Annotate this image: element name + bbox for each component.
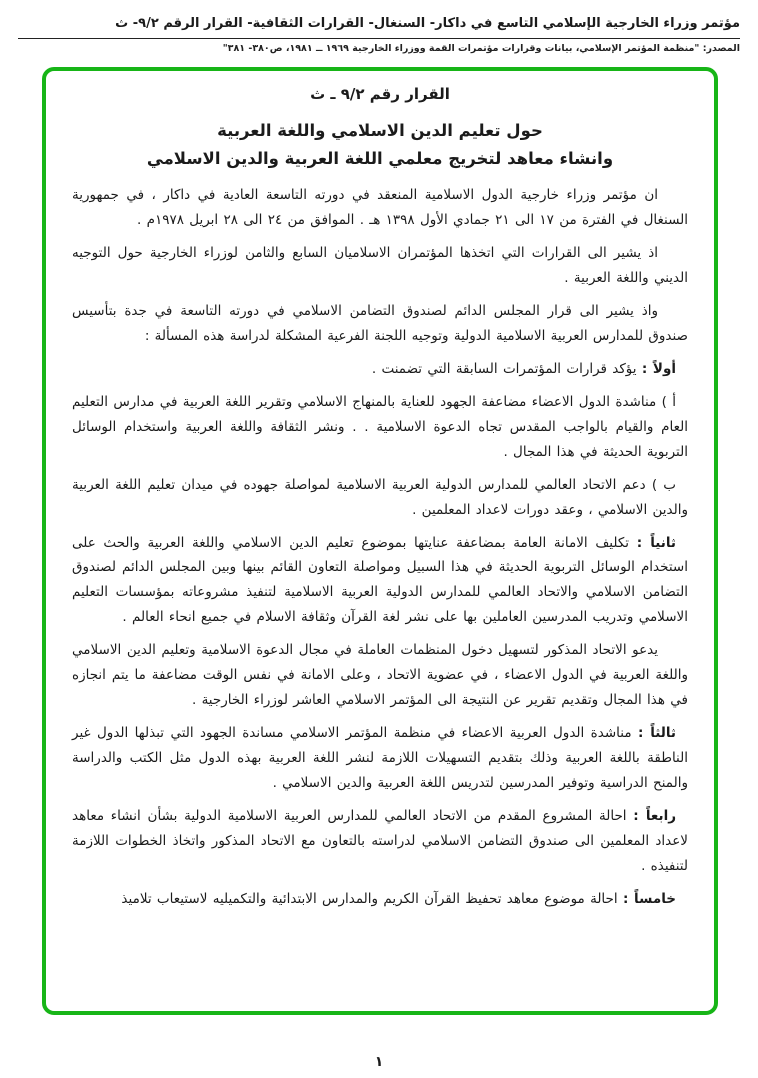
paragraph-preamble-2 bbox=[72, 241, 688, 291]
paragraph-text: ان مؤتمر وزراء خارجية الدول الاسلامية المنعقد في دورته التاسعة العادية في داكار ، في جمهورية السنغال في الفترة من ١٧ الى ٢١ جمادي الأول ١٣٩٨ هـ . الموافق من ٢٤ الى ٢٨ ابريل ١٩٧٨م . bbox=[72, 186, 688, 228]
paragraph-label: أولاً : bbox=[641, 360, 676, 377]
paragraph-text: تكليف الامانة العامة بمضاعفة عنايتها بموضوع تعليم الدين الاسلامي واللغة العربية والحث على استخدام الوسائل التربوية الحديثة في هذا السبيل ومواصلة التعاون القائم بينها وبين المجلس الدائم لصندوق التضامن الاسلامي والاتحاد العالمي للمدارس الدولية العربية الاسلامية لتنفيذ مشروعاته بمؤسسات التعليم الاسلامي وتدريب المدرسين العاملين بها على نشر لغة القرآن وثقافة الاسلام في جميع انحاء العالم . bbox=[72, 534, 688, 626]
page-number: ١ bbox=[374, 1054, 384, 1070]
paragraph-second-clause bbox=[72, 531, 688, 631]
resolution-box bbox=[42, 67, 718, 1015]
resolution-title-line2: وانشاء معاهد لتخريج معلمي اللغة العربية والدين الاسلامي bbox=[146, 148, 614, 168]
paragraph-label: خامساً : bbox=[622, 891, 676, 908]
paragraph-text: دعم الاتحاد العالمي للمدارس الدولية العربية الاسلامية لمواصلة جهوده في ميدان تعليم اللغة العربية والدين الاسلامي ، وعقد دورات لاعداد المعلمين . bbox=[72, 476, 688, 518]
paragraph-second-clause-cont bbox=[72, 638, 688, 713]
paragraph-fourth-clause bbox=[72, 804, 688, 879]
paragraph-item-a bbox=[72, 390, 688, 465]
paragraph-text: اذ يشير الى القرارات التي اتخذها المؤتمران الاسلاميان السابع والثامن لوزراء الخارجية حول التوجيه الديني واللغة العربية . bbox=[72, 244, 688, 286]
list-marker-b: ب ) bbox=[651, 476, 676, 493]
paragraph-text: احالة المشروع المقدم من الاتحاد العالمي للمدارس العربية الاسلامية الدولية بشأن انشاء معاهد لاعداد المعلمين الى صندوق التضامن الاسلامي لدراسته بالتعاون مع الاتحاد المذكور واتخاذ الخطوات اللازمة لتنفيذه . bbox=[72, 808, 688, 875]
paragraph-text: يؤكد قرارات المؤتمرات السابقة التي تضمنت . bbox=[371, 360, 637, 377]
document-header bbox=[0, 0, 758, 55]
paragraph-label: ثالثاً : bbox=[637, 725, 676, 742]
paragraph-third-clause bbox=[72, 721, 688, 796]
paragraph-label: رابعاً : bbox=[633, 808, 676, 825]
paragraph-label: ثانياً : bbox=[636, 534, 676, 551]
paragraph-fifth-clause bbox=[72, 887, 688, 912]
paragraph-item-b bbox=[72, 473, 688, 523]
paragraph-preamble-1 bbox=[72, 183, 688, 233]
resolution-title-line1: حول تعليم الدين الاسلامي واللغة العربية bbox=[217, 120, 543, 140]
paragraph-text: احالة موضوع معاهد تحفيظ القرآن الكريم والمدارس الابتدائية والتكميليه لاستيعاب تلاميذ bbox=[121, 891, 618, 908]
paragraph-first-clause bbox=[72, 357, 688, 382]
paragraph-preamble-3 bbox=[72, 299, 688, 349]
paragraph-text: مناشدة الدول العربية الاعضاء في منظمة المؤتمر الاسلامي مساندة الجهود التي تبذلها الدول غير الناطقة باللغة العربية وذلك بتقديم التسهيلات اللازمة لنشر اللغة العربية بهذه الدول مثل الكتب والدراسة والمنح الدراسية وتوفير المدرسين لتدريس اللغة العربية والدين الاسلامي . bbox=[72, 725, 688, 792]
header-source: المصدر: "منظمة المؤتمر الإسلامي، بيانات وقرارات مؤتمرات القمة ووزراء الخارجية ١٩٦٩ ــ ١٩٨١، ص٣٨٠- ٣٨١" bbox=[222, 42, 740, 54]
paragraph-text: مناشدة الدول الاعضاء مضاعفة الجهود للعناية بالمنهاج الاسلامي وتقرير اللغة العربية في مدارس التعليم العام والقيام بالواجب المقدس تجاه الدعوة الاسلامية . . ونشر الثقافة واللغة العربية واستخدام الوسائل التربوية الحديثة في هذا المجال . bbox=[72, 393, 688, 460]
header-divider bbox=[18, 38, 740, 39]
paragraph-text: يدعو الاتحاد المذكور لتسهيل دخول المنظمات العاملة في مجال الدعوة الاسلامية وتعليم الدين الاسلامي واللغة العربية في الدول الاعضاء ، في عضوية الاتحاد ، وعلى الامانة في نفس الوقت مضاعفة ما يتم انجازه في هذا المجال وتقديم تقرير عن النتيجة الى المؤتمر الاسلامي العاشر لوزراء الخارجية . bbox=[72, 642, 688, 709]
header-title: مؤتمر وزراء الخارجية الإسلامي التاسع في داكار- السنغال- القرارات الثقافية- القرار الرقم ٩/٢- ث bbox=[115, 16, 740, 31]
list-marker-a: أ ) bbox=[661, 393, 677, 410]
resolution-number: القرار رقم ٩/٢ ـ ث bbox=[310, 84, 450, 103]
paragraph-text: واذ يشير الى قرار المجلس الدائم لصندوق التضامن الاسلامي في دورته التاسعة في جدة بتأسيس صندوق للمدارس العربية الاسلامية الدولية وتوجيه اللجنة الفرعية المشكلة لدراسة هذه المسألة : bbox=[72, 302, 688, 344]
